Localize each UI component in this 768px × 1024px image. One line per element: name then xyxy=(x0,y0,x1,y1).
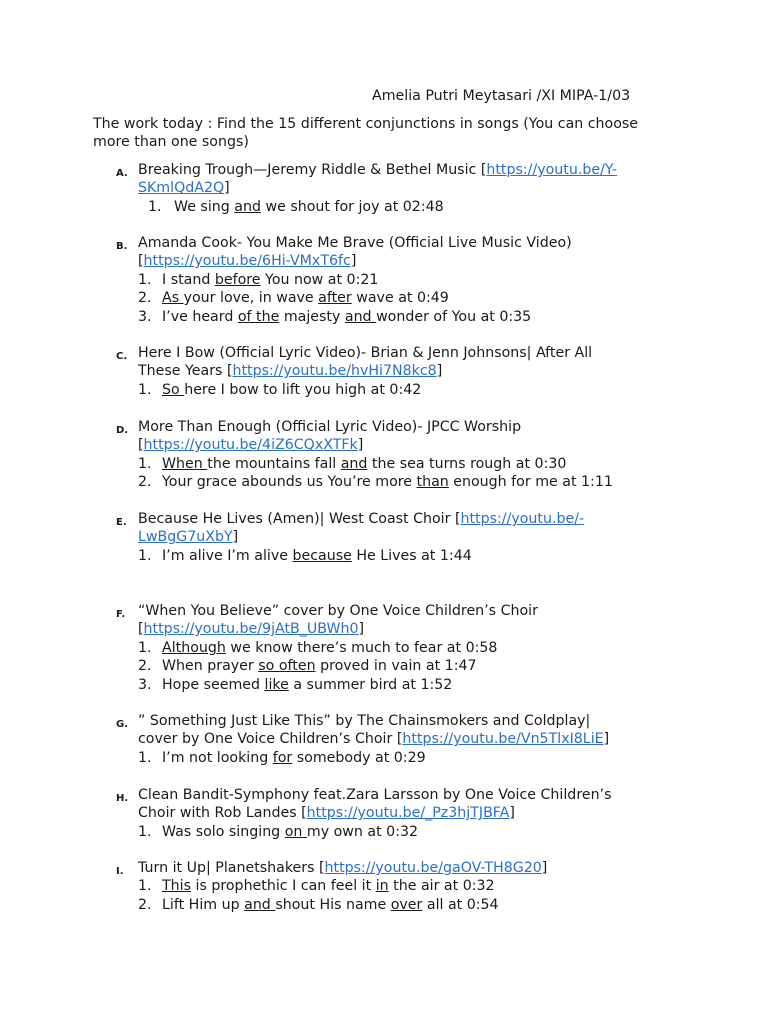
conjunction: Although xyxy=(162,639,226,656)
song-section-g xyxy=(116,712,676,767)
section-marker: G. xyxy=(116,719,129,730)
lyric-item: 2. As your love, in wave after wave at 0:49 xyxy=(138,290,449,307)
song-link-line: [https://youtu.be/4iZ6CQxXTFk] xyxy=(138,437,364,454)
song-section-h xyxy=(116,786,676,841)
song-link[interactable]: https://youtu.be/4iZ6CQxXTFk xyxy=(143,437,358,454)
conjunction: As xyxy=(162,290,184,307)
song-link[interactable]: https://youtu.be/_Pz3hjTJBFA xyxy=(306,805,510,822)
conjunction: This xyxy=(162,878,191,895)
conjunction: so often xyxy=(258,658,316,675)
lyric-item: 1. We sing and we shout for joy at 02:48 xyxy=(148,198,444,215)
song-section-c xyxy=(116,344,676,399)
song-section-b xyxy=(116,234,676,326)
song-section-e xyxy=(116,510,676,565)
song-title-cont: cover by One Voice Children’s Choir [https://youtu.be/Vn5TlxI8LiE] xyxy=(138,731,610,748)
song-title: More Than Enough (Official Lyric Video)- JPCC Worship xyxy=(138,419,522,435)
section-marker: E. xyxy=(116,517,127,528)
lyric-item: 2. Lift Him up and shout His name over all at 0:54 xyxy=(138,896,499,913)
song-title: Clean Bandit-Symphony feat.Zara Larsson by One Voice Children’s xyxy=(138,787,612,803)
section-marker: B. xyxy=(116,241,128,252)
lyric-item: 1. Was solo singing on my own at 0:32 xyxy=(138,823,419,840)
song-link[interactable]: https://youtu.be/hvHi7N8kc8 xyxy=(232,363,437,380)
song-link[interactable]: https://youtu.be/gaOV-TH8G20 xyxy=(324,860,542,876)
song-title: Amanda Cook- You Make Me Brave (Official Live Music Video) xyxy=(138,235,572,251)
conjunction: in xyxy=(375,878,389,895)
conjunction: of the xyxy=(237,308,280,325)
conjunction: and xyxy=(340,455,368,472)
lyric-item: 3. Hope seemed like a summer bird at 1:52 xyxy=(138,676,453,693)
song-link[interactable]: https://youtu.be/6Hi-VMxT6fc xyxy=(143,253,351,270)
section-marker: H. xyxy=(116,793,129,804)
lyric-item: 2. Your grace abounds us You’re more than enough for me at 1:11 xyxy=(138,474,613,491)
conjunction: When xyxy=(162,455,208,472)
conjunction: and xyxy=(244,896,276,913)
author-line: Amelia Putri Meytasari /XI MIPA-1/03 xyxy=(372,88,631,104)
song-title: Breaking Trough—Jeremy Riddle & Bethel Music [https://youtu.be/Y- xyxy=(138,162,617,178)
section-marker: D. xyxy=(116,425,129,436)
lyric-item: 1. I’m alive I’m alive because He Lives at 1:44 xyxy=(138,547,472,564)
section-marker: I. xyxy=(116,866,124,877)
song-title: ” Something Just Like This” by The Chainsmokers and Coldplay| xyxy=(138,713,591,729)
conjunction: than xyxy=(416,474,449,491)
song-link-cont[interactable]: LwBgG7uXbY xyxy=(138,529,233,546)
section-marker: F. xyxy=(116,609,126,620)
song-link[interactable]: https://youtu.be/Y- xyxy=(486,162,617,178)
conjunction: for xyxy=(272,749,293,766)
song-title-cont: Choir with Rob Landes [https://youtu.be/_Pz3hjTJBFA] xyxy=(138,805,515,822)
song-title: Turn it Up| Planetshakers [https://youtu.be/gaOV-TH8G20] xyxy=(138,860,548,876)
conjunction: like xyxy=(264,676,289,693)
song-title-cont: SKmlQdA2Q] xyxy=(138,180,230,197)
conjunction: So xyxy=(162,381,185,398)
lyric-item: 1. This is prophethic I can feel it in the air at 0:32 xyxy=(138,878,495,895)
song-link-line: [https://youtu.be/9jAtB_UBWh0] xyxy=(138,621,365,638)
song-section-d xyxy=(116,418,676,492)
lyric-item: 1. So here I bow to lift you high at 0:42 xyxy=(138,381,422,398)
song-section-f xyxy=(116,602,676,694)
lyric-item: 3. I’ve heard of the majesty and wonder of You at 0:35 xyxy=(138,308,532,325)
conjunction: after xyxy=(318,290,352,307)
song-link-line: [https://youtu.be/6Hi-VMxT6fc] xyxy=(138,253,357,270)
song-link[interactable]: https://youtu.be/Vn5TlxI8LiE xyxy=(402,731,604,748)
song-section-a xyxy=(116,161,676,216)
lyric-item: 1. I’m not looking for somebody at 0:29 xyxy=(138,749,426,766)
song-link[interactable]: https://youtu.be/9jAtB_UBWh0 xyxy=(143,621,359,638)
lyric-item: 2. When prayer so often proved in vain at 1:47 xyxy=(138,658,477,675)
intro-text: The work today : Find the 15 different conjunctions in songs (You can choose more than one songs) xyxy=(93,116,639,151)
conjunction: and xyxy=(344,308,377,325)
song-title: “When You Believe” cover by One Voice Children’s Choir xyxy=(138,603,538,619)
lyric-item: 1. I stand before You now at 0:21 xyxy=(138,271,379,288)
conjunction: on xyxy=(284,823,307,840)
song-link[interactable]: https://youtu.be/- xyxy=(460,511,585,527)
section-marker: C. xyxy=(116,351,128,362)
song-title-cont: These Years [https://youtu.be/hvHi7N8kc8] xyxy=(138,363,443,380)
conjunction: because xyxy=(292,547,352,564)
conjunction: and xyxy=(234,198,261,215)
song-section-i xyxy=(116,859,676,914)
song-title: Because He Lives (Amen)| West Coast Choir [https://youtu.be/- xyxy=(138,511,585,527)
lyric-item: 1. When the mountains fall and the sea turns rough at 0:30 xyxy=(138,455,567,472)
conjunction: over xyxy=(390,896,423,913)
song-title: Here I Bow (Official Lyric Video)- Brian & Jenn Johnsons| After All xyxy=(138,345,593,361)
lyric-item: 1. Although we know there’s much to fear at 0:58 xyxy=(138,639,498,656)
conjunction: before xyxy=(214,271,261,288)
song-link-cont[interactable]: SKmlQdA2Q xyxy=(138,180,225,197)
section-marker: A. xyxy=(116,168,128,179)
song-title-cont: LwBgG7uXbY] xyxy=(138,529,239,546)
